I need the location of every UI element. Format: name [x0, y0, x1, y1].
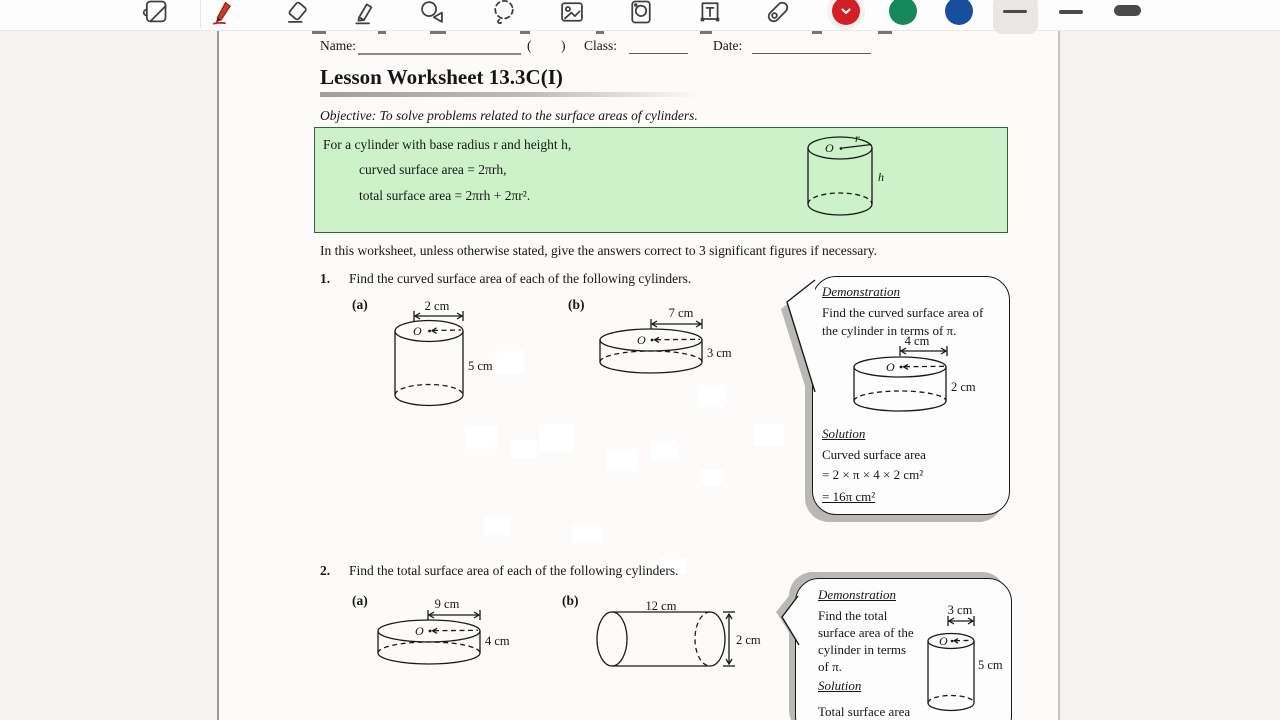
clipped-text-remnant	[596, 31, 604, 34]
demo2-bubble	[795, 578, 1012, 720]
cylinder-diagram-demo1	[833, 331, 1005, 423]
demo1-radius-label: 4 cm	[904, 334, 930, 348]
image-icon	[558, 0, 586, 26]
q1a-label: (a)	[352, 297, 368, 312]
q2a-height-label: 4 cm	[485, 634, 510, 648]
q1a-center-label: O	[413, 324, 422, 338]
eraser-mark	[607, 449, 639, 471]
demo1-solution-line2: = 2 × π × 4 × 2 cm²	[822, 467, 924, 482]
note-line: In this worksheet, unless otherwise stated, give the answers correct to 3 significant figures if necessary.	[320, 243, 877, 258]
eraser-tool-button[interactable]	[281, 0, 313, 28]
green-color-button[interactable]	[889, 0, 917, 25]
shapes-icon	[418, 0, 446, 26]
q1a-radius-label: 2 cm	[424, 299, 450, 313]
formula-cylinder-diagram	[802, 132, 898, 224]
formula-box	[314, 127, 1008, 233]
eraser-mark	[754, 424, 784, 446]
clipped-text-remnant	[378, 31, 386, 34]
pen-icon	[208, 0, 236, 26]
eraser-icon	[283, 0, 311, 26]
clipped-text-remnant	[878, 31, 892, 34]
stroke-medium-button[interactable]	[1059, 10, 1083, 14]
lasso-icon	[490, 0, 518, 26]
toolbar	[0, 0, 1280, 31]
chevron-down-icon	[840, 7, 852, 16]
paren-close: )	[561, 38, 566, 53]
q2b-label: (b)	[562, 593, 579, 608]
eraser-mark	[511, 440, 537, 458]
name-underline	[358, 53, 521, 55]
eraser-mark	[484, 517, 510, 535]
formula-line-3: total surface area = 2πrh + 2πr².	[359, 188, 531, 203]
demo2-line3: cylinder in terms	[818, 642, 907, 657]
q1a-height-label: 5 cm	[468, 359, 493, 373]
demo2-solution-line1: Total surface area	[818, 704, 911, 719]
demo2-center-label: O	[939, 634, 948, 648]
cylinder-diagram-q2a	[375, 596, 515, 674]
date-label: Date:	[713, 38, 743, 53]
clipped-text-remnant	[520, 31, 530, 34]
q1b-label: (b)	[568, 297, 585, 312]
highlighter-icon	[351, 0, 379, 26]
cylinder-diagram-q2b	[595, 598, 765, 678]
demo2-solution-title: Solution	[818, 678, 862, 693]
q2-text: Find the total surface area of each of the following cylinders.	[349, 563, 679, 578]
laser-pointer-tool-button[interactable]	[762, 0, 794, 28]
lasso-tool-button[interactable]	[488, 0, 520, 28]
class-underline	[629, 53, 688, 54]
camera-tool-button[interactable]	[625, 0, 657, 28]
q1-text: Find the curved surface area of each of the following cylinders.	[349, 271, 692, 286]
q1b-height-label: 3 cm	[707, 346, 732, 360]
formula-line-1: For a cylinder with base radius r and height h,	[323, 137, 572, 152]
q1-number: 1.	[320, 271, 331, 286]
page-right-edge	[1058, 30, 1060, 720]
clipped-text-remnant	[812, 31, 822, 34]
demo2-bubble-tail	[772, 580, 814, 665]
demo1-height-label: 2 cm	[951, 380, 976, 394]
cylinder-diagram-demo2	[908, 601, 1010, 720]
demo1-bubble-tail	[779, 272, 821, 407]
name-label: Name:	[320, 38, 356, 53]
page-left-edge	[217, 30, 219, 720]
shapes-tool-button[interactable]	[416, 0, 448, 28]
height-label: h	[878, 170, 884, 184]
q2b-diameter-label: 2 cm	[736, 633, 761, 647]
date-underline	[752, 53, 871, 54]
image-tool-button[interactable]	[556, 0, 588, 28]
demo1-solution-line1: Curved surface area	[822, 447, 926, 462]
paren-open: (	[527, 38, 532, 53]
cylinder-center-label: O	[825, 141, 834, 155]
demo2-height-label: 5 cm	[978, 658, 1003, 672]
text-icon	[696, 0, 724, 26]
q1b-center-label: O	[637, 333, 646, 347]
q2b-length-label: 12 cm	[645, 599, 677, 613]
eraser-mark	[697, 385, 727, 407]
pen-tool-button[interactable]	[206, 0, 238, 28]
demo1-line1: Find the curved surface area of	[822, 305, 984, 320]
q2a-radius-label: 9 cm	[434, 597, 460, 611]
demo1-solution-title: Solution	[822, 426, 866, 441]
text-tool-button[interactable]	[694, 0, 726, 28]
blue-color-button[interactable]	[945, 0, 973, 25]
demo1-bubble	[812, 276, 1010, 515]
camera-icon	[627, 0, 655, 26]
demo1-line2: the cylinder in terms of π.	[822, 323, 957, 338]
formula-line-2: curved surface area = 2πrh,	[359, 162, 507, 177]
demo2-line4: of π.	[818, 659, 842, 674]
q2-number: 2.	[320, 563, 331, 578]
q1b-radius-label: 7 cm	[668, 306, 694, 320]
objective-line: Objective: To solve problems related to the surface areas of cylinders.	[320, 108, 698, 123]
cylinder-diagram-q1b	[596, 302, 758, 384]
q2a-center-label: O	[415, 624, 424, 638]
toolbar-divider	[200, 0, 201, 28]
cylinder-diagram-q1a	[388, 294, 520, 416]
eraser-mark	[539, 424, 573, 452]
eraser-mark	[651, 441, 679, 459]
laser-pointer-icon	[764, 0, 792, 26]
clipped-text-remnant	[312, 31, 326, 34]
highlighter-tool-button[interactable]	[349, 0, 381, 28]
stroke-thick-button[interactable]	[1114, 5, 1141, 16]
clipped-text-remnant	[430, 31, 446, 34]
demo2-line1: Find the total	[818, 608, 888, 623]
notebook-icon	[141, 0, 169, 26]
q2a-label: (a)	[352, 593, 368, 608]
class-label: Class:	[584, 38, 618, 53]
demo1-solution-answer: = 16π cm²	[822, 489, 876, 504]
notebook-tool-button[interactable]	[139, 0, 171, 28]
demo2-line2: surface area of the	[818, 625, 914, 640]
stroke-thin-button[interactable]	[1003, 10, 1027, 13]
eraser-mark	[572, 525, 602, 543]
thin-stroke-selected-background	[993, 0, 1038, 34]
eraser-mark	[465, 426, 497, 450]
demo1-title: Demonstration	[822, 284, 900, 299]
title-underline-bar	[320, 92, 702, 97]
page-title: Lesson Worksheet 13.3C(I)	[320, 65, 563, 89]
demo1-center-label: O	[886, 360, 895, 374]
demo2-title: Demonstration	[818, 587, 896, 602]
clipped-text-remnant	[700, 31, 712, 34]
radius-label: r	[855, 132, 860, 145]
eraser-mark	[700, 470, 724, 486]
demo2-radius-label: 3 cm	[947, 603, 973, 617]
